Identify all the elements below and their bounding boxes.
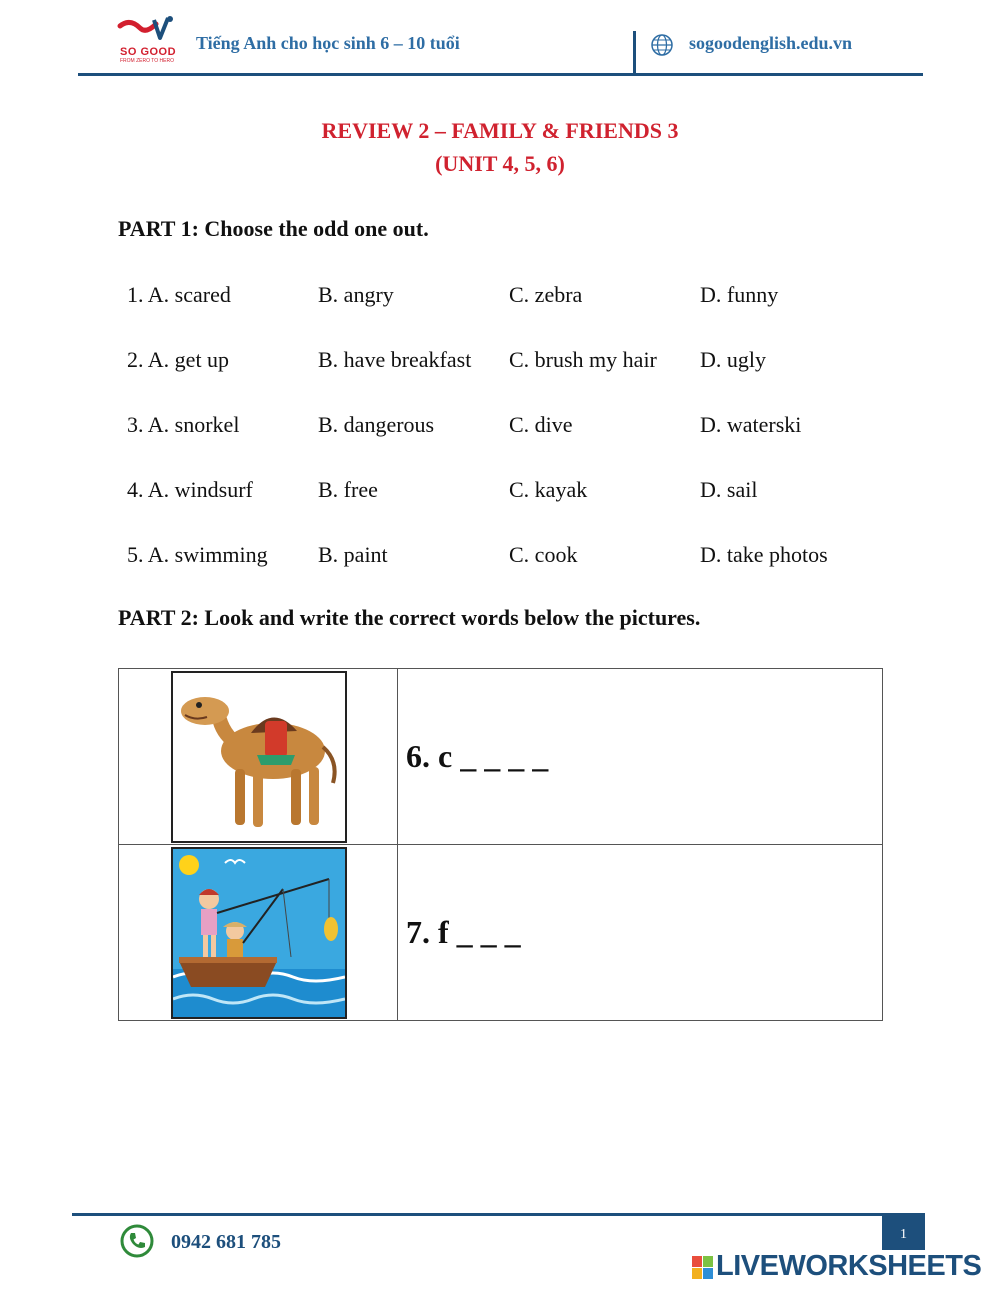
q5-option-c[interactable]: C. cook — [509, 542, 578, 567]
page-number: 1 — [882, 1213, 925, 1250]
globe-icon — [650, 33, 674, 57]
q1-option-b[interactable]: B. angry — [318, 282, 394, 307]
answer-cell[interactable]: 6. c _ _ _ _ — [398, 669, 883, 845]
q3-option-d[interactable]: D. waterski — [700, 412, 802, 437]
phone-number[interactable]: 0942 681 785 — [171, 1231, 281, 1253]
q3-option-c[interactable]: C. dive — [509, 412, 573, 437]
brand-name: SO GOOD — [120, 46, 177, 58]
part1-heading: PART 1: Choose the odd one out. — [118, 216, 429, 241]
header-rule — [78, 73, 923, 76]
header-subtitle: Tiếng Anh cho học sinh 6 – 10 tuổi — [196, 33, 460, 53]
table-row — [119, 669, 883, 845]
q2-option-a[interactable]: 2. A. get up — [127, 347, 230, 372]
answer-cell[interactable]: 7. f _ _ _ — [398, 845, 883, 1021]
brand-tagline: FROM ZERO TO HERO — [120, 58, 174, 64]
part2-heading: PART 2: Look and write the correct words below the pictures. — [118, 605, 701, 630]
q1-option-d[interactable]: D. funny — [700, 282, 779, 307]
footer-rule — [72, 1213, 925, 1216]
q4-option-a[interactable]: 4. A. windsurf — [127, 477, 253, 502]
liveworksheets-watermark: LIVEWORKSHEETS — [716, 1250, 982, 1282]
q2-option-b[interactable]: B. have breakfast — [318, 347, 472, 372]
header-divider — [633, 31, 636, 74]
q3-option-a[interactable]: 3. A. snorkel — [127, 412, 240, 437]
liveworksheets-logo-icon — [692, 1256, 714, 1280]
q5-option-a[interactable]: 5. A. swimming — [127, 542, 268, 567]
worksheet-subtitle: (UNIT 4, 5, 6) — [435, 151, 565, 176]
picture-cell — [119, 669, 398, 845]
camel-illustration — [171, 671, 347, 843]
q3-option-b[interactable]: B. dangerous — [318, 412, 435, 437]
worksheet-title: REVIEW 2 – FAMILY & FRIENDS 3 — [321, 118, 679, 143]
q4-option-b[interactable]: B. free — [318, 477, 378, 502]
phone-icon — [120, 1224, 154, 1258]
q1-option-a[interactable]: 1. A. scared — [127, 282, 231, 307]
q4-option-d[interactable]: D. sail — [700, 477, 758, 502]
q4-option-c[interactable]: C. kayak — [509, 477, 588, 502]
q2-option-d[interactable]: D. ugly — [700, 347, 766, 372]
website-link[interactable]: sogoodenglish.edu.vn — [689, 33, 853, 53]
q5-option-b[interactable]: B. paint — [318, 542, 388, 567]
q1-option-c[interactable]: C. zebra — [509, 282, 583, 307]
q2-option-c[interactable]: C. brush my hair — [509, 347, 657, 372]
q5-option-d[interactable]: D. take photos — [700, 542, 828, 567]
picture-table — [118, 668, 883, 1021]
picture-cell — [119, 845, 398, 1021]
fishing-boat-illustration — [171, 847, 347, 1019]
table-row — [119, 845, 883, 1021]
